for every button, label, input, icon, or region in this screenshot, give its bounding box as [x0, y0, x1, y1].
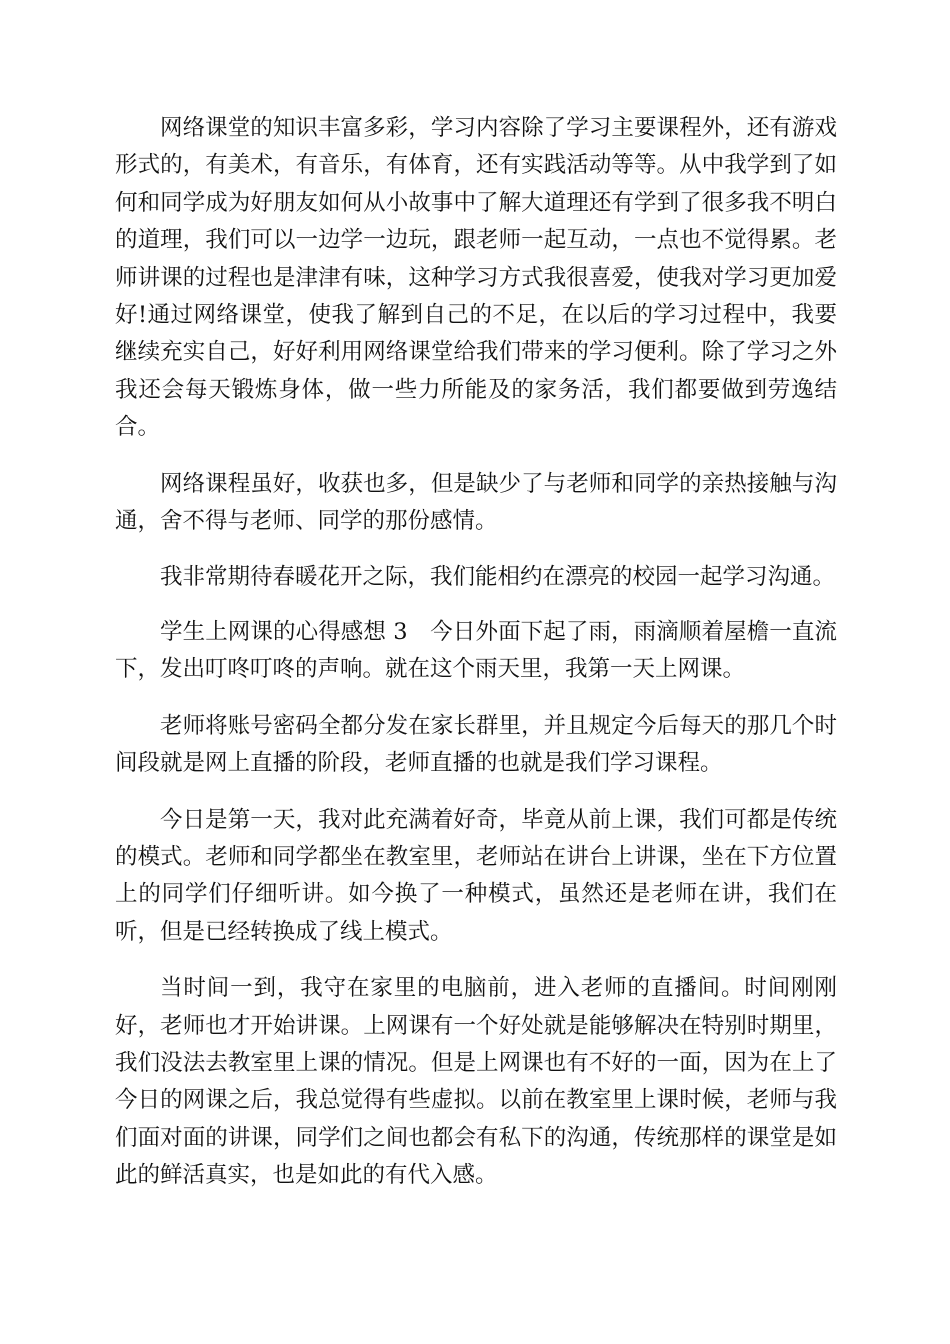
paragraph: 网络课程虽好，收获也多，但是缺少了与老师和同学的亲热接触与沟通，舍不得与老师、同学的那份感情。 — [115, 470, 837, 535]
paragraph: 学生上网课的心得感想 3 今日外面下起了雨，雨滴顺着屋檐一直流下，发出叮咚叮咚的声响。就在这个雨天里，我第一天上网课。 — [115, 618, 837, 683]
paragraph: 今日是第一天，我对此充满着好奇，毕竟从前上课，我们可都是传统的模式。老师和同学都坐在教室里，老师站在讲台上讲课，坐在下方位置上的同学们仔细听讲。如今换了一种模式，虽然还是老师在讲，我们在听，但是已经转换成了线上模式。 — [115, 806, 837, 945]
paragraph: 老师将账号密码全都分发在家长群里，并且规定今后每天的那几个时间段就是网上直播的阶段，老师直播的也就是我们学习课程。 — [115, 712, 837, 777]
document-page — [115, 110, 837, 1214]
paragraph: 网络课堂的知识丰富多彩，学习内容除了学习主要课程外，还有游戏形式的，有美术，有音乐，有体育，还有实践活动等等。从中我学到了如何和同学成为好朋友如何从小故事中了解大道理还有学到了很多我不明白的道理，我们可以一边学一边玩，跟老师一起互动，一点也不觉得累。老师讲课的过程也是津津有味，这种学习方式我很喜爱，使我对学习更加爱好!通过网络课堂，使我了解到自己的不足，在以后的学习过程中，我要继续充实自己，好好利用网络课堂给我们带来的学习便利。除了学习之外我还会每天锻炼身体，做一些力所能及的家务活，我们都要做到劳逸结合。 — [115, 115, 837, 441]
paragraph: 我非常期待春暖花开之际，我们能相约在漂亮的校园一起学习沟通。 — [160, 564, 836, 591]
paragraph: 当时间一到，我守在家里的电脑前，进入老师的直播间。时间刚刚好，老师也才开始讲课。上网课有一个好处就是能够解决在特别时期里，我们没法去教室里上课的情况。但是上网课也有不好的一面，因为在上了今日的网课之后，我总觉得有些虚拟。以前在教室里上课时候，老师与我们面对面的讲课，同学们之间也都会有私下的沟通，传统那样的课堂是如此的鲜活真实，也是如此的有代入感。 — [115, 975, 837, 1189]
